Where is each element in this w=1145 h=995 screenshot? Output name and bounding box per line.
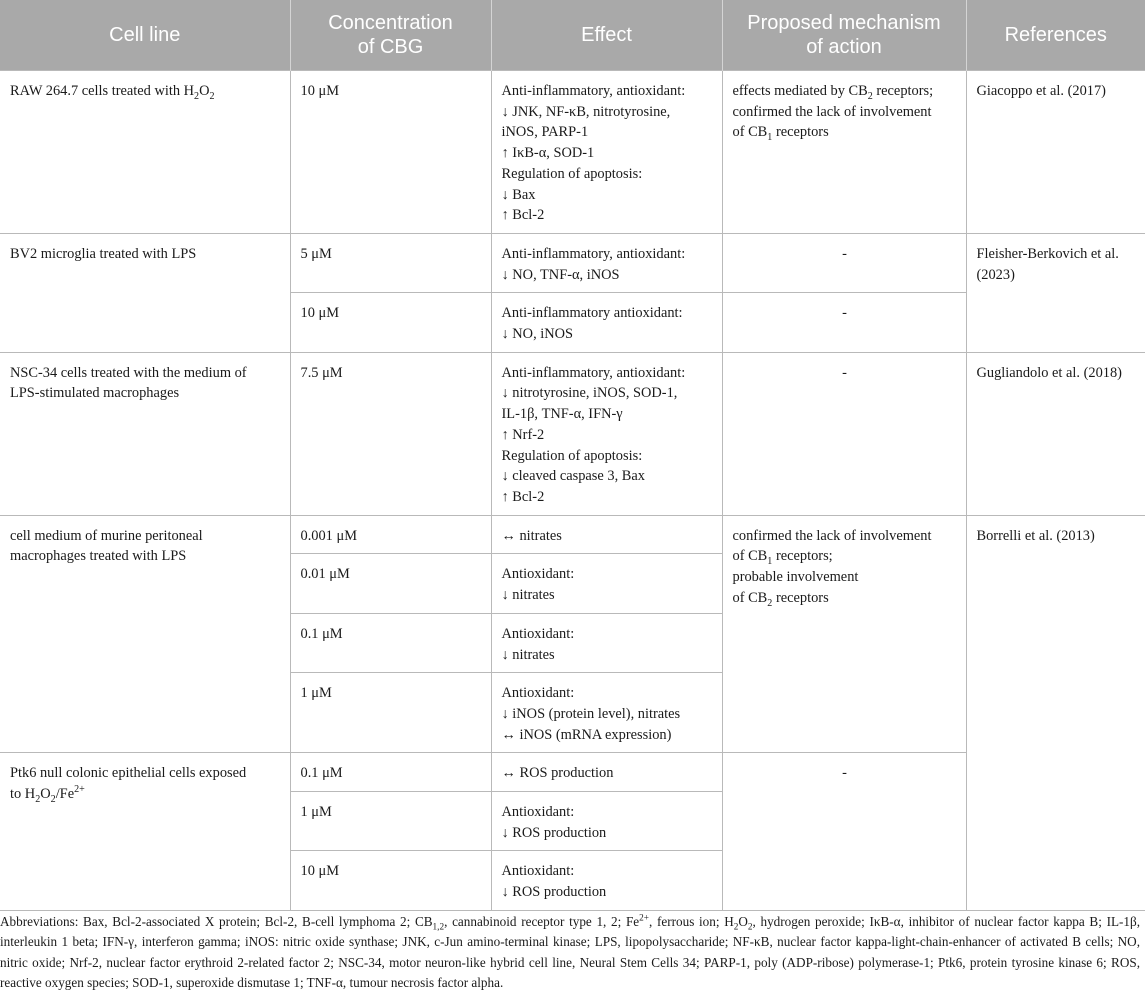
effect: Anti-inflammatory, antioxidant: ↓ nitrotyrosine, iNOS, SOD-1, IL-1β, TNF-α, IFN-γ ↑ Nrf-2 Regulation of apoptosis: ↓ cleaved caspase 3, Bax ↑ Bcl-2 — [491, 352, 722, 515]
table-header — [0, 0, 1145, 71]
abbreviations-footnote: Abbreviations: Bax, Bcl-2-associated X protein; Bcl-2, B-cell lymphoma 2; $CB_{1,2}$, cannabinoid receptor type 1, 2; $Fe^{2+}$, ferrous ion; $H_2O_2$, hydrogen peroxide; IκB-α, inhibitor of nuclear factor kappa B; IL-1β, interleukin 1 beta; IFN-γ, interferon gamma; iNOS: nitric oxide synthase; JNK, c-Jun amino-terminal kinase; LPS, lipopolysaccharide; NF-κB, nuclear factor kappa-light-chain-enhancer of activated B cells; NO, nitric oxide; Nrf-2, nuclear factor erythroid 2-related factor 2; NSC-34, motor neuron-like hybrid cell line, Neural Stem Cells 34; PARP-1, poly (ADP-ribose) polymerase-1; Ptk6, protein tyrosine kinase 6; ROS, reactive oxygen species; SOD-1, superoxide dismutase 1; TNF-α, tumour necrosis factor alpha. — [0, 912, 1141, 991]
effect: Antioxidant: ↓ iNOS (protein level), nitrates ↔ iNOS (mRNA expression) — [491, 673, 722, 753]
effect: Antioxidant: ↓ ROS production — [491, 851, 722, 910]
header-effect: Effect — [491, 0, 722, 71]
concentration: 0.01 μM — [290, 554, 491, 613]
mechanism: - — [722, 352, 966, 515]
mechanism: effects mediated by $CB_2$ receptors; confirmed the lack of involvement of $CB_1$ receptors — [722, 71, 966, 234]
effect: Anti-inflammatory antioxidant: ↓ NO, iNOS — [491, 293, 722, 352]
reference: Gugliandolo et al. (2018) — [966, 352, 1145, 515]
concentration: 1 μM — [290, 673, 491, 753]
table-row — [0, 515, 1145, 554]
header-row — [0, 0, 1145, 71]
mechanism: confirmed the lack of involvement of $CB_1$ receptors; probable involvement of $CB_2$ receptors — [722, 515, 966, 753]
effect: ↔ nitrates — [491, 515, 722, 554]
effect: Antioxidant: ↓ nitrates — [491, 554, 722, 613]
concentration: 1 μM — [290, 792, 491, 851]
reference: Fleisher-Berkovich et al. (2023) — [966, 233, 1145, 352]
reference: Borrelli et al. (2013) — [966, 515, 1145, 910]
concentration: 0.001 μM — [290, 515, 491, 554]
reference: Giacoppo et al. (2017) — [966, 71, 1145, 234]
effect: Antioxidant: ↓ nitrates — [491, 613, 722, 672]
table-row — [0, 352, 1145, 515]
cell-line: cell medium of murine peritoneal macrophages treated with LPS — [0, 515, 290, 753]
mechanism: - — [722, 293, 966, 352]
header-references: References — [966, 0, 1145, 71]
mechanism: - — [722, 753, 966, 911]
header-mechanism: Proposed mechanism of action — [722, 0, 966, 71]
concentration: 10 μM — [290, 293, 491, 352]
table-row — [0, 233, 1145, 292]
cell-line: BV2 microglia treated with LPS — [0, 233, 290, 352]
cell-line: RAW 264.7 cells treated with $H_2O_2$ — [0, 71, 290, 234]
cell-line: NSC-34 cells treated with the medium of LPS-stimulated macrophages — [0, 352, 290, 515]
effect: Anti-inflammatory, antioxidant: ↓ JNK, NF-κB, nitrotyrosine, iNOS, PARP-1 ↑ IκB-α, SOD-1 Regulation of apoptosis: ↓ Bax ↑ Bcl-2 — [491, 71, 722, 234]
effect: Anti-inflammatory, antioxidant: ↓ NO, TNF-α, iNOS — [491, 233, 722, 292]
table-row — [0, 71, 1145, 234]
effect: ↔ ROS production — [491, 753, 722, 792]
concentration: 10 μM — [290, 71, 491, 234]
header-cell-line: Cell line — [0, 0, 290, 71]
concentration: 0.1 μM — [290, 613, 491, 672]
concentration: 5 μM — [290, 233, 491, 292]
effect: Antioxidant: ↓ ROS production — [491, 792, 722, 851]
mechanism: - — [722, 233, 966, 292]
concentration: 7.5 μM — [290, 352, 491, 515]
cell-line: Ptk6 null colonic epithelial cells exposed to $H_2O_2/Fe^{2+}$ — [0, 753, 290, 911]
header-concentration: Concentration of CBG — [290, 0, 491, 71]
concentration: 0.1 μM — [290, 753, 491, 792]
concentration: 10 μM — [290, 851, 491, 910]
